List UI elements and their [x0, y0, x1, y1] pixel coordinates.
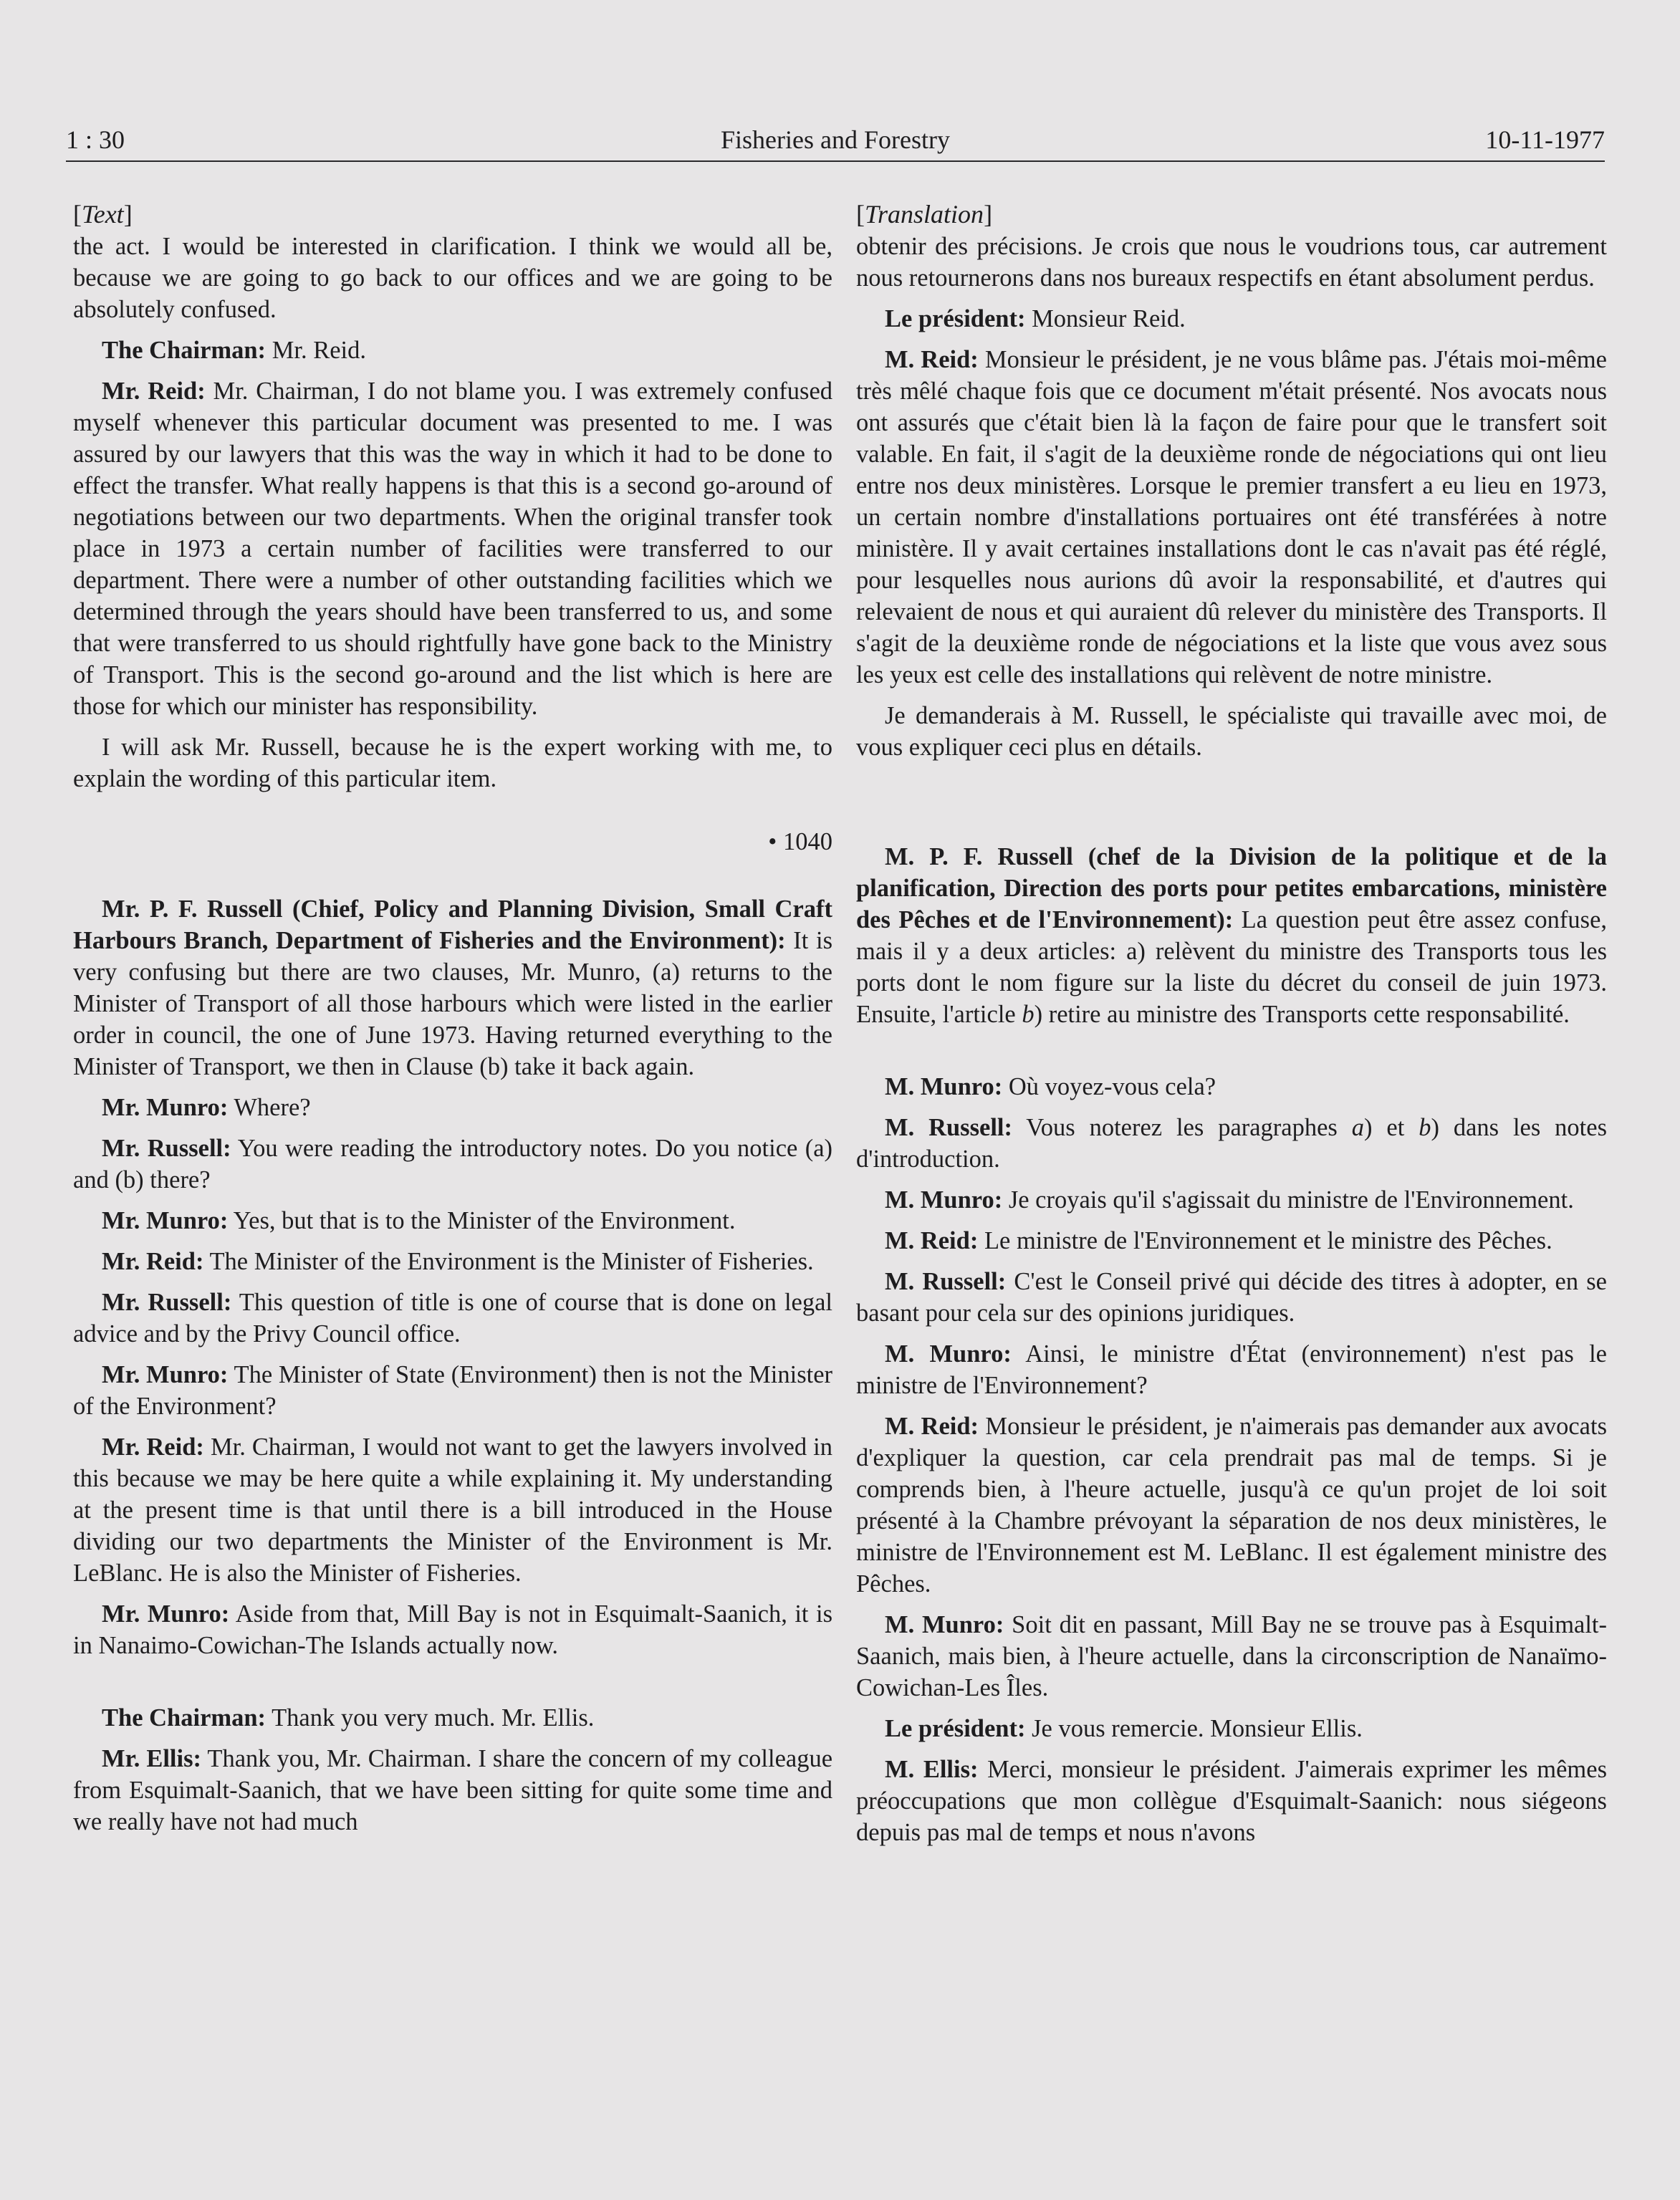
- speaker-name: Mr. P. F. Russell (Chief, Policy and Planning Division, Small Craft Harbours Branch, Department of Fisheries and the Environment):: [73, 895, 832, 954]
- english-column: [73, 198, 832, 1847]
- speaker-name: M. Reid:: [885, 1413, 979, 1440]
- speaker-name: Mr. Munro:: [102, 1361, 229, 1388]
- speaker-name: M. Reid:: [885, 1227, 979, 1254]
- speech: Le président: Monsieur Reid.: [885, 305, 1186, 332]
- page-header: [66, 122, 1605, 162]
- speech: The Chairman: Thank you very much. Mr. Ellis.: [102, 1704, 595, 1731]
- header-date: 10-11-1977: [1485, 125, 1605, 154]
- speaker-name: Mr. Russell:: [102, 1135, 231, 1162]
- speech: Mr. Munro: Yes, but that is to the Minister of the Environment.: [102, 1207, 736, 1234]
- speech: Mr. Munro: Where?: [102, 1094, 311, 1121]
- speech: M. Reid: Monsieur le président, je n'aimerais pas demander aux avocats d'expliquer la question, car cela prendrait pas mal de temps. Si je comprends bien, à l'heure actuelle, jusqu'à ce qu'un projet de loi soit présenté à la Chambre prévoyant la séparation de nos deux ministères, le ministre de l'Environnement est M. LeBlanc. Il est également ministre des Pêches.: [856, 1413, 1607, 1598]
- speaker-name: Mr. Russell:: [102, 1289, 232, 1316]
- speaker-name: M. Ellis:: [885, 1756, 979, 1783]
- speaker-name: Mr. Reid:: [102, 378, 206, 405]
- speaker-name: M. Munro:: [885, 1186, 1003, 1214]
- running-title: Fisheries and Forestry: [721, 125, 950, 154]
- speech: Mr. Reid: Mr. Chairman, I do not blame you. I was extremely confused myself whenever this particular document was presented to me. I was assured by our lawyers that this was the way in which it had to be done to effect the transfer. What really happens is that this is a second go-around of negotiations between our two departments. When the original transfer took place in 1973 a certain number of facilities were transferred to our department. There were a number of other outstanding facilities which we determined through the years should have been transferred to us, and some that were transferred to us should rightfully have gone back to the Ministry of Transport. This is the second go-around and the list which is here are those for which our minister has responsibility.: [73, 378, 833, 720]
- speech: M. P. F. Russell (chef de la Division de la politique et de la planification, Direction des ports pour petites embarcations, ministère des Pêches et de l'Environnement): La question peut être assez confuse, mais il y a deux articles: a) relèvent du ministre des Transports tous les ports dont le nom figure sur la liste du décret du conseil de juin 1973. Ensuite, l'article b) retire au ministre des Transports cette responsabilité.: [856, 843, 1608, 1028]
- speaker-name: Mr. Munro:: [102, 1207, 229, 1234]
- section-marker: [Text]: [73, 200, 133, 229]
- speech: Mr. Russell: This question of title is one of course that is done on legal advice and by the Privy Council office.: [73, 1289, 832, 1348]
- speech: M. Ellis: Merci, monsieur le président. J'aimerais exprimer les mêmes préoccupations que mon collègue d'Esquimalt-Saanich: nous siégeons depuis pas mal de temps et nous n'avons: [856, 1756, 1607, 1846]
- speech: Mr. Ellis: Thank you, Mr. Chairman. I share the concern of my colleague from Esquimalt-Saanich, that we have been sitting for quite some time and we really have not had much: [73, 1745, 833, 1835]
- speech: Mr. Munro: The Minister of State (Environment) then is not the Minister of the Environment?: [73, 1361, 833, 1420]
- speech: The Chairman: Mr. Reid.: [102, 337, 366, 364]
- speech: M. Russell: C'est le Conseil privé qui décide des titres à adopter, en se basant pour cela sur des opinions juridiques.: [856, 1268, 1607, 1327]
- speaker-name: M. Munro:: [885, 1611, 1004, 1638]
- speech: Mr. Reid: The Minister of the Environment is the Minister of Fisheries.: [102, 1248, 814, 1275]
- speaker-name: M. Munro:: [885, 1073, 1003, 1100]
- speech: Mr. Munro: Aside from that, Mill Bay is not in Esquimalt-Saanich, it is in Nanaimo-Cowichan-The Islands actually now.: [73, 1600, 832, 1659]
- page-number: 1 : 30: [66, 125, 125, 154]
- speaker-name: M. Russell:: [885, 1114, 1013, 1141]
- speech: M. Russell: Vous noterez les paragraphes a) et b) dans les notes d'introduction.: [856, 1114, 1607, 1173]
- section-marker: [Translation]: [856, 200, 993, 229]
- speaker-name: Mr. Munro:: [102, 1094, 229, 1121]
- speaker-name: M. Russell:: [885, 1268, 1007, 1295]
- speech: M. Munro: Soit dit en passant, Mill Bay ne se trouve pas à Esquimalt-Saanich, mais bien, à l'heure actuelle, dans la circonscription de Nanaïmo-Cowichan-Les Îles.: [856, 1611, 1607, 1701]
- speaker-name: M. Reid:: [885, 346, 979, 373]
- speaker-name: M. Munro:: [885, 1340, 1012, 1368]
- speech: Mr. P. F. Russell (Chief, Policy and Planning Division, Small Craft Harbours Branch, Department of Fisheries and the Environment): It is very confusing but there are two clauses, Mr. Munro, (a) returns to the Minister of Transport of all those harbours which were listed in the earlier order in council, the one of June 1973. Having returned everything to the Minister of Transport, we then in Clause (b) take it back again.: [73, 895, 832, 1080]
- speaker-name: Mr. Munro:: [102, 1600, 230, 1628]
- speech: Mr. Russell: You were reading the introductory notes. Do you notice (a) and (b) there?: [73, 1135, 832, 1193]
- speech: M. Munro: Je croyais qu'il s'agissait du ministre de l'Environnement.: [885, 1186, 1574, 1214]
- speaker-name: Mr. Reid:: [102, 1248, 204, 1275]
- speaker-name: M. P. F. Russell (chef de la Division de la politique et de la planification, Direction des ports pour petites embarcations, ministère des Pêches et de l'Environnement):: [856, 843, 1607, 933]
- speech: M. Munro: Où voyez-vous cela?: [885, 1073, 1216, 1100]
- paragraph: obtenir des précisions. Je crois que nous le voudrions tous, car autrement nous retournerons dans nos bureaux respectifs en étant absolument perdus.: [856, 233, 1607, 292]
- speech: M. Reid: Le ministre de l'Environnement et le ministre des Pêches.: [885, 1227, 1552, 1254]
- speaker-name: The Chairman:: [102, 337, 267, 364]
- speaker-name: The Chairman:: [102, 1704, 267, 1731]
- speaker-name: Le président:: [885, 1715, 1026, 1742]
- speech: M. Reid: Monsieur le président, je ne vous blâme pas. J'étais moi-même très mêlé chaque fois que ce document m'était présenté. Nos avocats nous ont assurés que c'était bien là la façon de faire pour que le transfert soit valable. En fait, il s'agit de la deuxième ronde de négociations qui ont lieu entre nos deux ministères. Lorsque le premier transfert a eu lieu en 1973, un certain nombre d'installations portuaires ont été transférées à notre ministère. Il y avait certaines installations dont le cas n'avait pas été réglé, pour lesquelles nous aurions dû avoir la responsabilité, et d'autres qui relevaient de nous et qui auraient dû relever du ministère des Transports. Il s'agit de la deuxième ronde de négociations et la liste que vous avez sous les yeux est celle des installations qui relèvent de notre ministre.: [856, 346, 1607, 688]
- speaker-name: Mr. Reid:: [102, 1433, 204, 1461]
- speech: M. Munro: Ainsi, le ministre d'État (environnement) n'est pas le ministre de l'Environnement?: [856, 1340, 1607, 1399]
- speech: Le président: Je vous remercie. Monsieur Ellis.: [885, 1715, 1363, 1742]
- paragraph: Je demanderais à M. Russell, le spécialiste qui travaille avec moi, de vous expliquer ceci plus en détails.: [856, 702, 1607, 761]
- speaker-name: Mr. Ellis:: [102, 1745, 202, 1772]
- french-column: [856, 198, 1607, 1858]
- time-marker: • 1040: [768, 828, 832, 855]
- speaker-name: Le président:: [885, 305, 1026, 332]
- paragraph: the act. I would be interested in clarification. I think we would all be, because we are going to go back to our offices and we are going to be absolutely confused.: [73, 233, 832, 323]
- paragraph: I will ask Mr. Russell, because he is the expert working with me, to explain the wording of this particular item.: [73, 734, 832, 792]
- speech: Mr. Reid: Mr. Chairman, I would not want to get the lawyers involved in this because we may be here quite a while explaining it. My understanding at the present time is that until there is a bill introduced in the House dividing our two departments the Minister of the Environment is Mr. LeBlanc. He is also the Minister of Fisheries.: [73, 1433, 833, 1587]
